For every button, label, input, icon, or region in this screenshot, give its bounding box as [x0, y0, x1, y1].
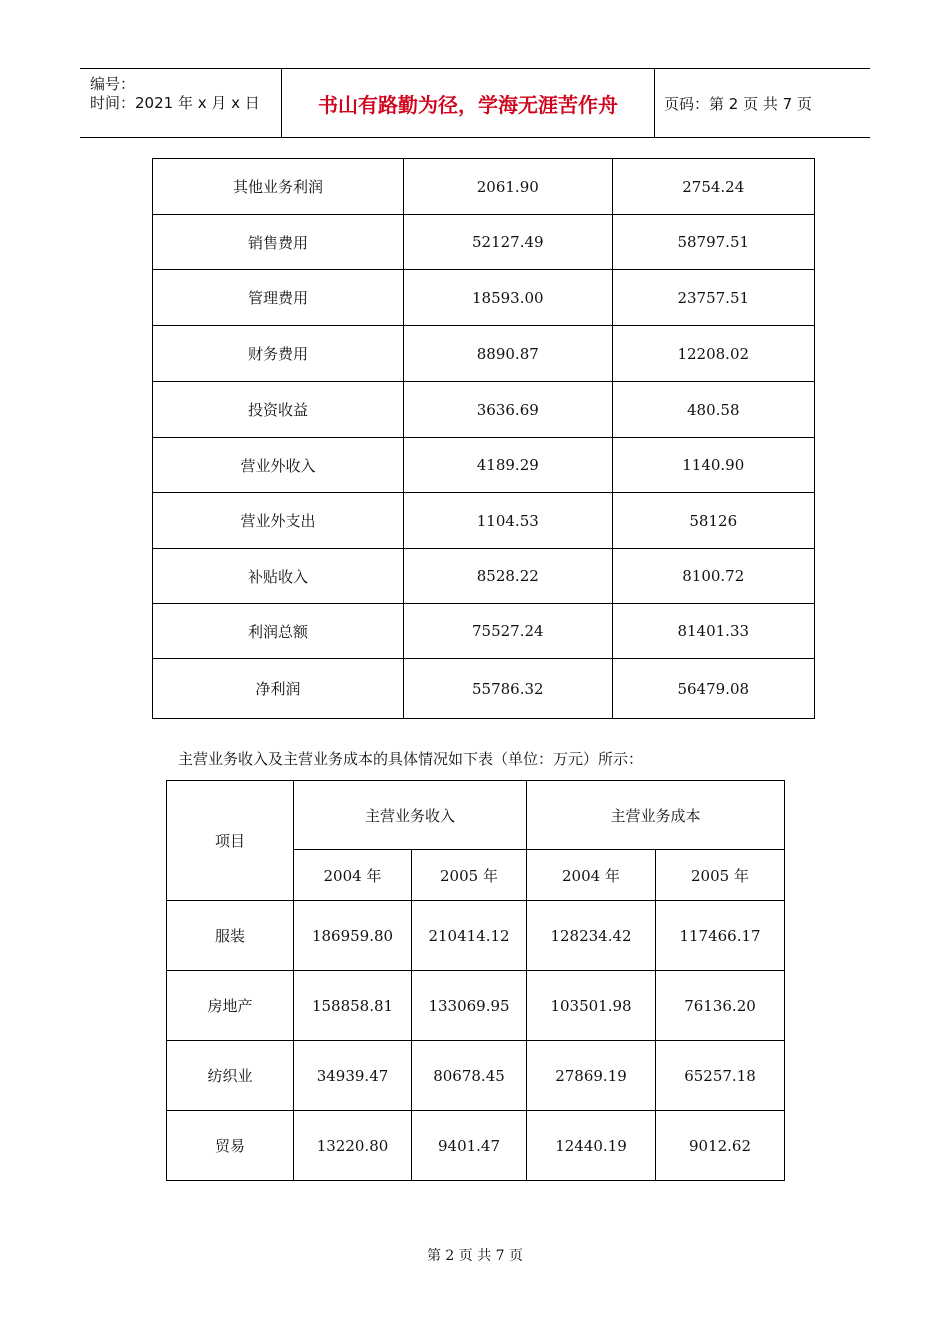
revenue-header: 主营业务收入 — [294, 781, 527, 850]
year-header: 2005 年 — [656, 850, 785, 901]
cost-header: 主营业务成本 — [527, 781, 785, 850]
value-2005: 2754.24 — [612, 159, 815, 215]
table-row — [153, 659, 815, 719]
table-cell: 133069.95 — [412, 971, 527, 1041]
row-label: 服装 — [167, 901, 294, 971]
header-divider — [654, 69, 655, 137]
table-cell: 128234.42 — [527, 901, 656, 971]
header-meta — [80, 69, 281, 137]
value-2004: 2061.90 — [404, 159, 612, 215]
table-row — [167, 971, 785, 1041]
table-cell: 65257.18 — [656, 1041, 785, 1111]
table-row — [153, 159, 815, 215]
row-label: 利润总额 — [153, 604, 404, 659]
table-row — [153, 438, 815, 493]
header-motto: 书山有路勤为径，学海无涯苦作舟 — [318, 92, 618, 117]
value-2004: 52127.49 — [404, 215, 612, 270]
value-2005: 56479.08 — [612, 659, 815, 719]
time-label: 时间：2021 年 x 月 x 日 — [90, 94, 260, 112]
table-row — [153, 549, 815, 604]
value-2005: 480.58 — [612, 382, 815, 438]
table-row — [153, 326, 815, 382]
value-2004: 8890.87 — [404, 326, 612, 382]
table-cell: 27869.19 — [527, 1041, 656, 1111]
table-row — [153, 382, 815, 438]
table-cell: 9401.47 — [412, 1111, 527, 1181]
number-label: 编号： — [90, 75, 136, 93]
row-label: 营业外收入 — [153, 438, 404, 493]
value-2004: 3636.69 — [404, 382, 612, 438]
year-header: 2005 年 — [412, 850, 527, 901]
row-label: 净利润 — [153, 659, 404, 719]
value-2005: 12208.02 — [612, 326, 815, 382]
table-intro: 主营业务收入及主营业务成本的具体情况如下表（单位：万元）所示： — [178, 750, 644, 768]
row-label: 房地产 — [167, 971, 294, 1041]
table-cell: 34939.47 — [294, 1041, 412, 1111]
table-cell: 80678.45 — [412, 1041, 527, 1111]
row-label: 投资收益 — [153, 382, 404, 438]
table-row — [167, 1111, 785, 1181]
table-row — [153, 215, 815, 270]
year-header: 2004 年 — [527, 850, 656, 901]
table-cell: 186959.80 — [294, 901, 412, 971]
page-footer: 第 2 页 共 7 页 — [426, 1248, 524, 1264]
table-row — [167, 901, 785, 971]
table-row — [167, 1041, 785, 1111]
business-table — [166, 780, 785, 1181]
value-2005: 58126 — [612, 493, 815, 549]
profit-table — [152, 158, 815, 719]
value-2004: 55786.32 — [404, 659, 612, 719]
value-2005: 8100.72 — [612, 549, 815, 604]
row-label: 贸易 — [167, 1111, 294, 1181]
table-cell: 158858.81 — [294, 971, 412, 1041]
value-2005: 58797.51 — [612, 215, 815, 270]
value-2005: 1140.90 — [612, 438, 815, 493]
table-row — [153, 493, 815, 549]
row-label: 财务费用 — [153, 326, 404, 382]
table-cell: 13220.80 — [294, 1111, 412, 1181]
table-cell: 210414.12 — [412, 901, 527, 971]
table-row — [153, 604, 815, 659]
table-cell: 12440.19 — [527, 1111, 656, 1181]
value-2004: 18593.00 — [404, 270, 612, 326]
table-cell: 103501.98 — [527, 971, 656, 1041]
page-header — [80, 68, 870, 138]
table-cell: 9012.62 — [656, 1111, 785, 1181]
row-label: 销售费用 — [153, 215, 404, 270]
header-page-info: 页码：第 2 页 共 7 页 — [664, 94, 812, 113]
row-label: 营业外支出 — [153, 493, 404, 549]
value-2004: 4189.29 — [404, 438, 612, 493]
table-cell: 117466.17 — [656, 901, 785, 971]
value-2005: 23757.51 — [612, 270, 815, 326]
value-2004: 1104.53 — [404, 493, 612, 549]
value-2004: 8528.22 — [404, 549, 612, 604]
row-label: 纺织业 — [167, 1041, 294, 1111]
item-header: 项目 — [167, 781, 294, 901]
table-cell: 76136.20 — [656, 971, 785, 1041]
row-label: 管理费用 — [153, 270, 404, 326]
row-label: 其他业务利润 — [153, 159, 404, 215]
table-row — [153, 270, 815, 326]
year-header: 2004 年 — [294, 850, 412, 901]
value-2005: 81401.33 — [612, 604, 815, 659]
row-label: 补贴收入 — [153, 549, 404, 604]
value-2004: 75527.24 — [404, 604, 612, 659]
